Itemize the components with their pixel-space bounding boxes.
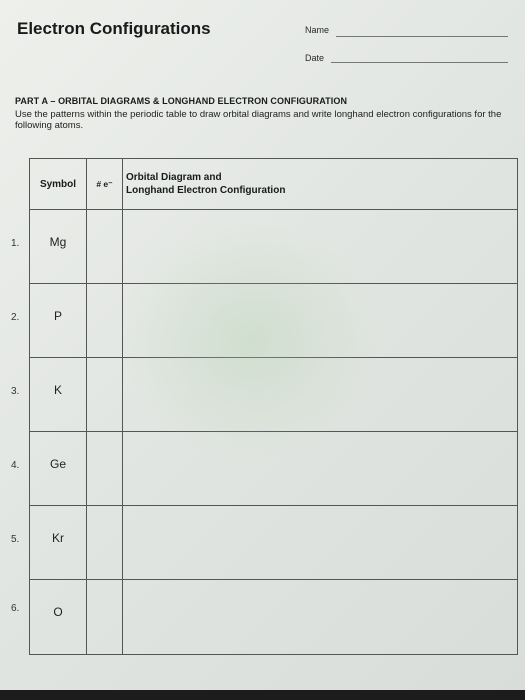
orbital-header-line2: Longhand Electron Configuration — [126, 185, 286, 196]
name-label: Name — [305, 25, 330, 35]
table-row — [30, 358, 518, 432]
electrons-answer-cell[interactable] — [87, 506, 123, 580]
orbital-column-header — [123, 159, 518, 210]
symbol-cell: Ge — [30, 432, 87, 506]
electron-config-table — [29, 158, 518, 655]
symbol-cell: K — [30, 358, 87, 432]
table-row — [30, 432, 518, 506]
row-number: 3. — [11, 386, 20, 397]
row-number: 1. — [11, 238, 20, 249]
orbital-header-line1: Orbital Diagram and — [126, 172, 222, 183]
electrons-answer-cell[interactable] — [87, 432, 123, 506]
orbital-answer-cell[interactable] — [123, 210, 518, 284]
row-number: 6. — [11, 603, 20, 614]
orbital-answer-cell[interactable] — [123, 580, 518, 655]
orbital-answer-cell[interactable] — [123, 358, 518, 432]
row-number: 5. — [11, 534, 20, 545]
table-row — [30, 506, 518, 580]
worksheet-title: Electron Configurations — [17, 19, 211, 38]
table-row — [30, 580, 518, 655]
orbital-answer-cell[interactable] — [123, 284, 518, 358]
symbol-cell: P — [30, 284, 87, 358]
electrons-answer-cell[interactable] — [87, 210, 123, 284]
orbital-answer-cell[interactable] — [123, 432, 518, 506]
row-number: 2. — [11, 312, 20, 323]
table-row — [30, 284, 518, 358]
electrons-answer-cell[interactable] — [87, 284, 123, 358]
electrons-column-header: # e⁻ — [87, 159, 123, 210]
row-number: 4. — [11, 460, 20, 471]
date-label: Date — [305, 53, 325, 63]
name-field[interactable] — [336, 36, 508, 37]
orbital-answer-cell[interactable] — [123, 506, 518, 580]
electrons-answer-cell[interactable] — [87, 580, 123, 655]
date-field[interactable] — [331, 62, 508, 63]
electrons-answer-cell[interactable] — [87, 358, 123, 432]
symbol-cell: Kr — [30, 506, 87, 580]
part-a-heading: PART A – ORBITAL DIAGRAMS & LONGHAND ELECTRON CONFIGURATION — [15, 96, 348, 106]
symbol-cell: O — [30, 580, 87, 655]
symbol-column-header: Symbol — [30, 159, 87, 210]
part-a-instructions: Use the patterns within the periodic table to draw orbital diagrams and write longhand electron configurations for the following atoms. — [15, 109, 502, 131]
symbol-cell: Mg — [30, 210, 87, 284]
table-header-row — [30, 159, 518, 210]
table-row — [30, 210, 518, 284]
